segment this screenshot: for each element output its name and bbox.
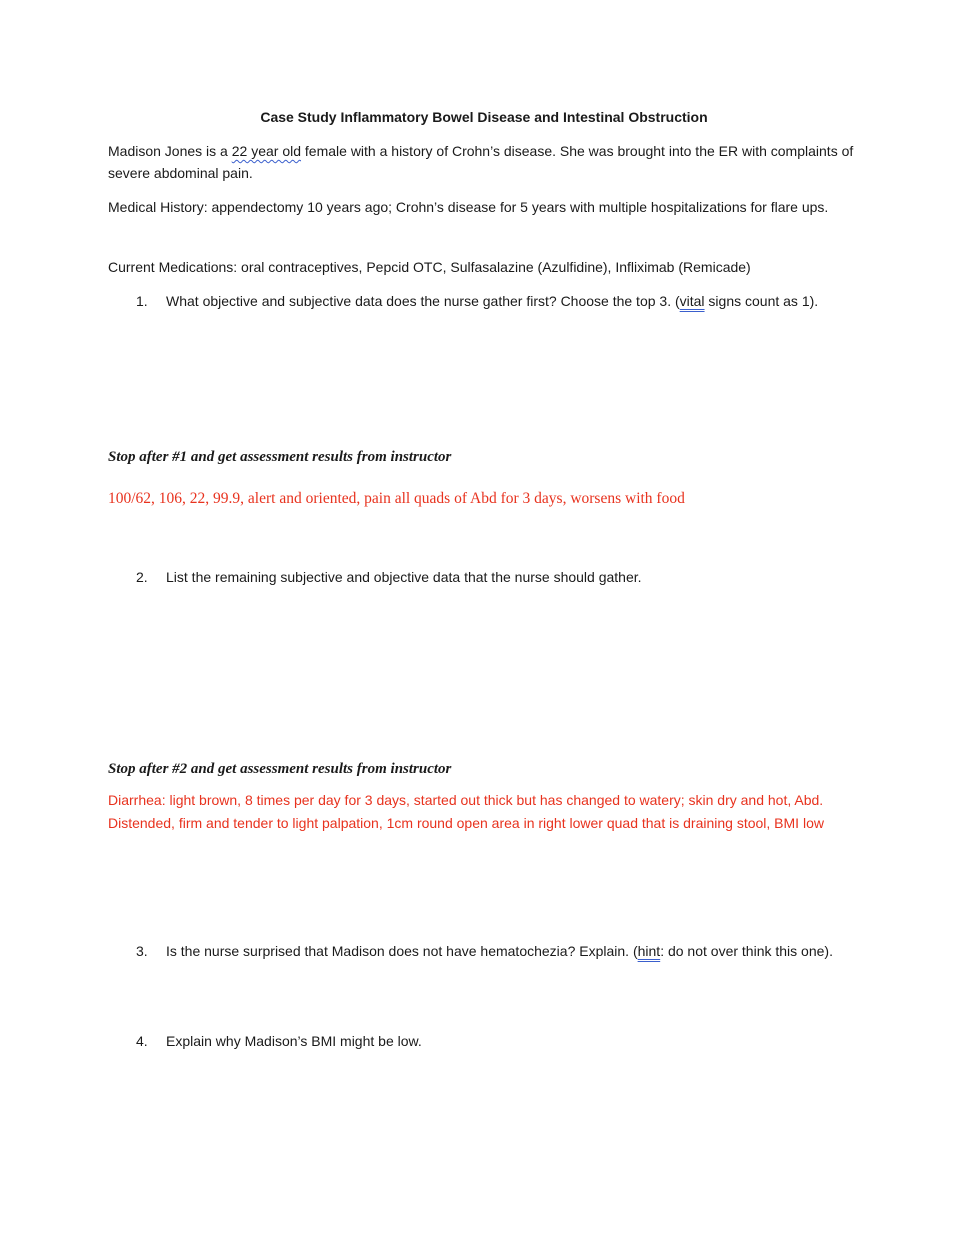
question-marked-word: hint	[637, 943, 661, 959]
assessment-result-2: Diarrhea: light brown, 8 times per day for 3 days, started out thick but has changed to watery; skin dry and hot, Abd. Distended, firm and tender to light palpation, 1cm round open area in right lower quad that is draining stool, BMI low	[108, 792, 824, 831]
question-text: List the remaining subjective and objective data that the nurse should gather.	[166, 569, 642, 585]
question-text	[166, 940, 856, 962]
document-title: Case Study Inflammatory Bowel Disease and Intestinal Obstruction	[260, 109, 708, 125]
intro-paragraph	[108, 140, 860, 184]
question-4	[136, 1030, 856, 1052]
question-text-start: Is the nurse surprised that Madison does not have hematochezia? Explain. (	[166, 943, 638, 959]
intro-text-end: female with a history of Crohn’s disease. She was brought into the ER with complaints of severe abdominal pain.	[108, 143, 854, 181]
question-text	[166, 290, 856, 312]
question-number: 3.	[136, 943, 148, 959]
question-text: Explain why Madison’s BMI might be low.	[166, 1033, 422, 1049]
question-3	[136, 940, 856, 962]
stop-instruction-1: Stop after #1 and get assessment results from instructor	[108, 449, 452, 465]
stop-instruction-2: Stop after #2 and get assessment results from instructor	[108, 761, 452, 777]
intro-age: 22 year old	[231, 143, 302, 159]
intro-text-start: Madison Jones is a	[108, 143, 232, 159]
question-number: 2.	[136, 569, 148, 585]
question-marked-word: vital	[679, 293, 705, 309]
question-text-end: : do not over think this one).	[660, 943, 833, 959]
question-text-end: signs count as 1).	[704, 293, 819, 309]
question-text-start: What objective and subjective data does the nurse gather first? Choose the top 3. (	[166, 293, 680, 309]
assessment-result-1: 100/62, 106, 22, 99.9, alert and oriented, pain all quads of Abd for 3 days, worsens with food	[108, 490, 685, 507]
question-1	[136, 290, 856, 312]
question-2	[136, 566, 856, 588]
current-medications: Current Medications: oral contraceptives, Pepcid OTC, Sulfasalazine (Azulfidine), Infliximab (Remicade)	[108, 259, 751, 275]
medical-history: Medical History: appendectomy 10 years ago; Crohn’s disease for 5 years with multiple hospitalizations for flare ups.	[108, 199, 829, 215]
question-number: 4.	[136, 1033, 148, 1049]
question-number: 1.	[136, 293, 148, 309]
